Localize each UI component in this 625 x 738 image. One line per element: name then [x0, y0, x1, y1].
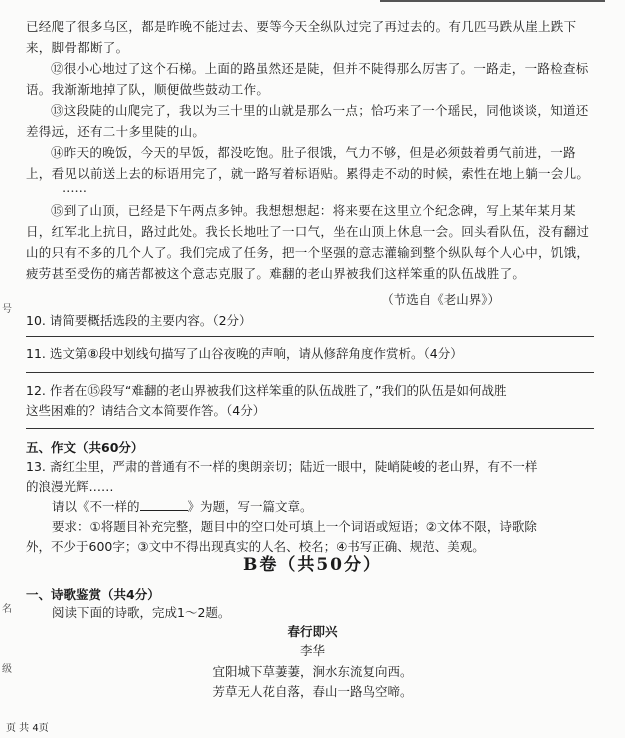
composition-prompt-post: 》为题，写一篇文章。 [187, 499, 313, 514]
poetry-instruction: 阅读下面的诗歌，完成1～2题。 [52, 605, 231, 620]
question-12-line1: 12. 作者在⑮段写“难翻的老山界被我们这样笨重的队伍战胜了，”我们的队伍是如何战胜 [26, 383, 507, 398]
composition-prompt-pre: 请以《不一样的 [52, 499, 140, 514]
composition-heading: 五、作文（共60分） [26, 440, 144, 455]
poem-line-2: 芳草无人花自落，春山一路鸟空啼。 [212, 684, 413, 699]
passage-paragraph-12: ⑫很小心地过了这个石梯。上面的路虽然还是陡，但并不陡得那么厉害了。一路走，一路检查标语。我渐渐地掉了队，顺便做些鼓动工作。 [26, 61, 589, 97]
poetry-section-heading: 一、诗歌鉴赏（共4分） [26, 587, 160, 602]
answer-line-12[interactable] [26, 428, 594, 429]
page-footer: 页 共 4页 [6, 723, 49, 734]
poem-author: 李华 [299, 643, 325, 658]
question-10: 10. 请简要概括选段的主要内容。（2分） [26, 313, 252, 328]
question-13-line1: 13. 斋红尘里，严肃的普通有不一样的奥朗亲切；陆近一眼中，陡峭陡峻的老山界，有不一样 [26, 459, 538, 474]
margin-mark-1: 号 [2, 304, 12, 315]
margin-mark-3: 级 [2, 664, 12, 675]
poem-line-1: 宜阳城下草萋萋，涧水东流复向西。 [212, 664, 413, 679]
composition-requirements-line1: 要求：①将题目补充完整，题目中的空口处可填上一个词语或短语；②文体不限，诗歌除 [52, 519, 537, 534]
question-12-line2: 这些困难的？请结合文本简要作答。（4分） [26, 403, 266, 418]
part-b-title: B卷（共50分） [242, 555, 383, 575]
passage-paragraph-13: ⑬这段陡的山爬完了，我以为三十里的山就是那么一点；恰巧来了一个瑶民，同他谈谈，知道还差得远，还有二十多里陡的山。 [26, 103, 589, 139]
title-blank[interactable] [140, 498, 188, 511]
top-rule [380, 0, 605, 2]
margin-mark-2: 名 [2, 604, 12, 615]
passage-paragraph-continued: 已经爬了很多乌区，都是昨晚不能过去、要等今天全纵队过完了再过去的。有几匹马跌从崖上跌下来，脚骨都断了。 [26, 19, 577, 55]
poem-title: 春行即兴 [287, 624, 338, 639]
passage-paragraph-15: ⑮到了山顶，已经是下午两点多钟。我想想想起：将来要在这里立个纪念碑，写上某年某月某日，红军北上抗日，路过此处。我长长地吐了一口气，坐在山顶上休息一会。回头看队伍，没有翻过山的只有不多的几个人了。我们完成了任务，把一个坚强的意志灌输到整个纵队每个人心中，饥饿，疲劳甚至受伤的痛苦都被这个意志克服了。难翻的老山界被我们这样笨重的队伍战胜了。 [26, 203, 590, 281]
question-11: 11. 选文第⑧段中划线句描写了山谷夜晚的声响，请从修辞角度作赏析。（4分） [26, 346, 463, 361]
passage-ellipsis: …… [62, 180, 87, 195]
answer-line-11[interactable] [26, 372, 594, 373]
question-13-line2: 的浪漫光辉…… [26, 479, 114, 494]
composition-prompt [52, 496, 592, 517]
passage-paragraph-14: ⑭昨天的晚饭，今天的早饭，都没吃饱。肚子很饿，气力不够，但是必须鼓着勇气前进，一路上，看见以前送上去的标语用完了，就一路写着标语贴。累得走不动的时候，索性在地上躺一会儿。 [26, 145, 590, 181]
passage-source: （节选自《老山界》） [381, 292, 500, 307]
answer-line-10[interactable] [26, 336, 594, 337]
composition-requirements-line2: 外，不少于600字；③文中不得出现真实的人名、校名；④书写正确、规范、美观。 [26, 539, 485, 554]
